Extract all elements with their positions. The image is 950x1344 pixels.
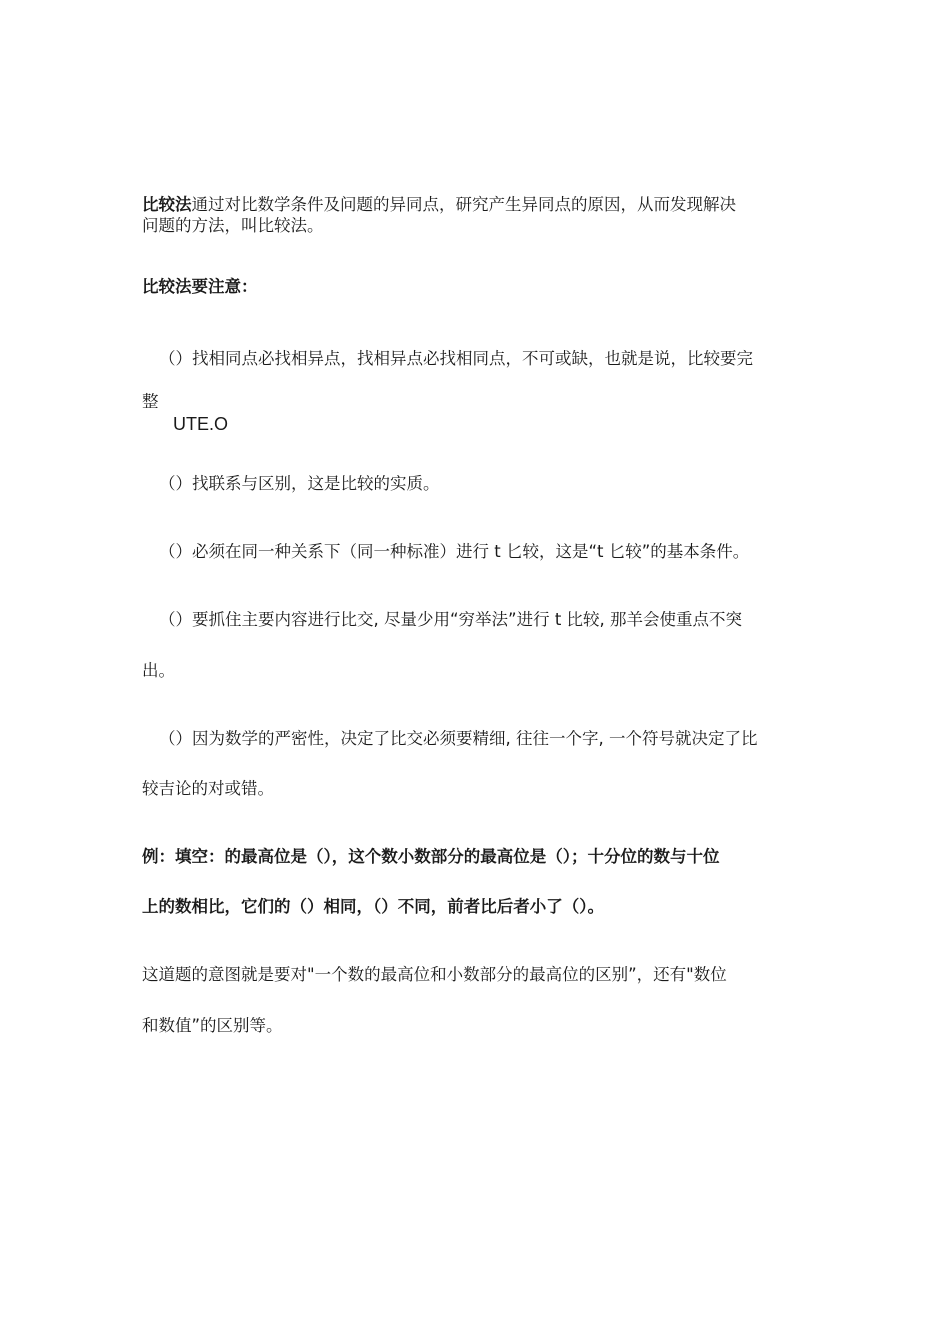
point-4-line-1: （）要抓住主要内容进行比交, 尽量少用“穷举法”进行 t 比较, 那羊会使重点不突 — [159, 610, 743, 629]
intro-line-1-text: 通过对比数学条件及问题的异同点，研究产生异同点的原因，从而发现解决 — [191, 195, 736, 214]
point-1-extra: UTE.O — [173, 414, 229, 434]
example-line-1: 例：填空：的最高位是（），这个数小数部分的最高位是（）；十分位的数与十位 — [142, 847, 720, 866]
intro-term: 比较法 — [142, 195, 192, 214]
explanation-line-1: 这道题的意图就是要对"一个数的最高位和小数部分的最高位的区别”，还有"数位 — [142, 965, 727, 984]
explanation-paragraph — [142, 964, 807, 1036]
intro-paragraph — [142, 194, 807, 236]
example-line-2: 上的数相比，它们的（）相同，（）不同，前者比后者小了（）。 — [142, 897, 604, 916]
example-paragraph — [142, 846, 807, 917]
point-1-line-2: 整 — [142, 392, 159, 411]
point-5-line-1: （）因为数学的严密性，决定了比交必须要精细, 往往一个字, 一个符号就决定了比 — [159, 729, 758, 748]
notes-heading: 比较法要注意： — [142, 277, 258, 296]
point-3: （）必须在同一种关系下（同一种标准）进行 t 匕较，这是“t 匕较”的基本条件。 — [159, 542, 750, 561]
explanation-line-2: 和数值”的区别等。 — [142, 1016, 283, 1035]
point-1 — [142, 348, 807, 435]
point-2: （）找联系与区别，这是比较的实质。 — [159, 474, 440, 493]
point-4-line-2: 出。 — [142, 661, 175, 680]
intro-line-2: 问题的方法，叫比较法。 — [142, 216, 324, 235]
intro-line-1 — [142, 194, 807, 215]
point-4 — [142, 609, 807, 681]
point-5 — [142, 728, 807, 799]
point-5-line-2: 较吉论的对或错。 — [142, 779, 274, 798]
point-1-line-1: （）找相同点必找相异点，找相异点必找相同点，不可或缺，也就是说，比较要完 — [159, 349, 753, 368]
